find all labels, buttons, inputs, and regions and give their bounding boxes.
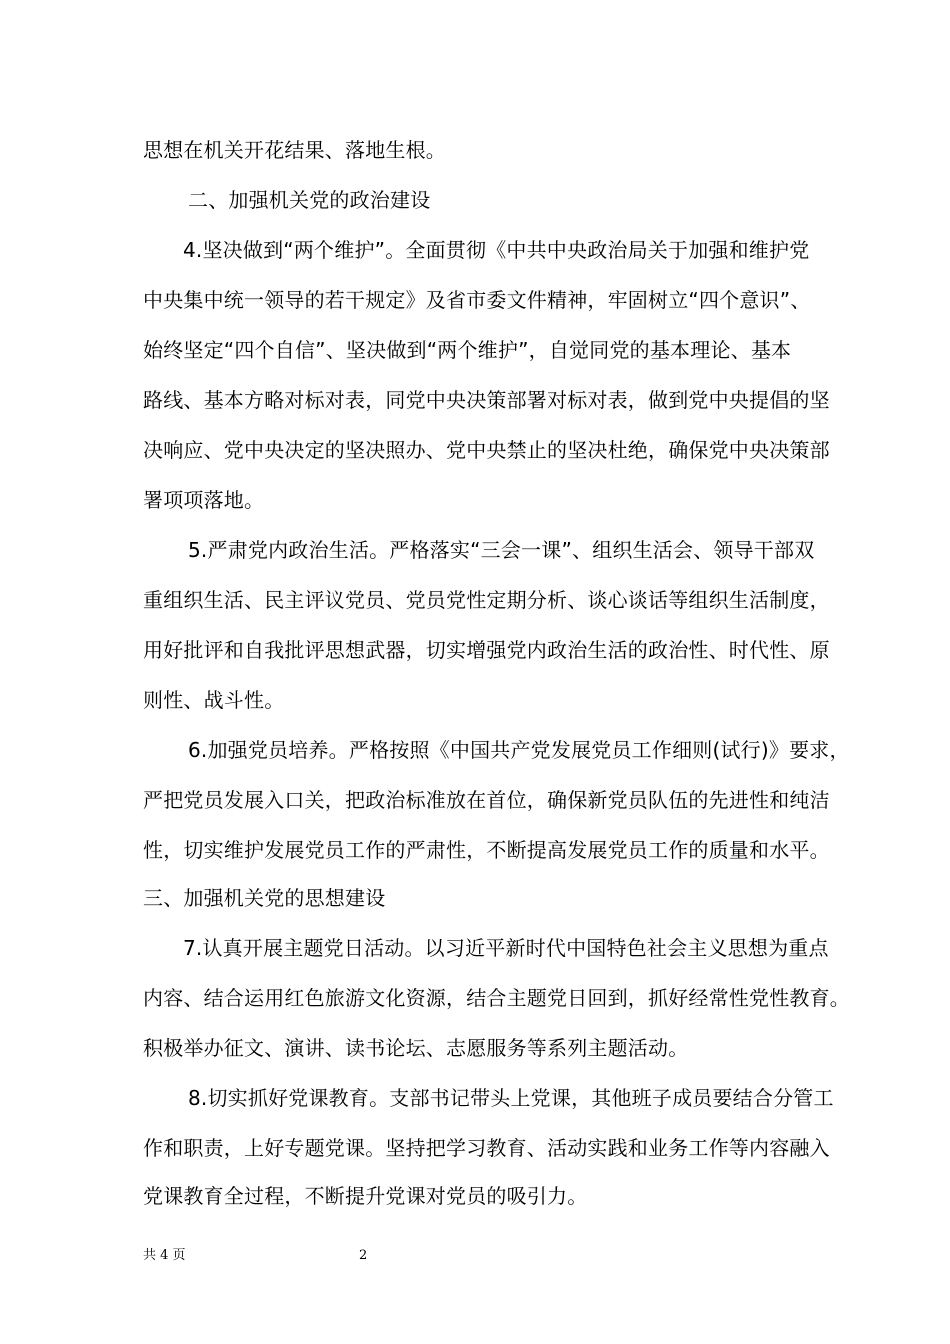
- section-heading: 三、加强机关党的思想建设: [143, 886, 386, 910]
- text-line: 中央集中统一领导的若干规定》及省市委文件精神，牢固树立“四个意识”、: [143, 288, 811, 312]
- text-line: 用好批评和自我批评思想武器，切实增强党内政治生活的政治性、时代性、原: [143, 638, 830, 662]
- text-line: 决响应、党中央决定的坚决照办、党中央禁止的坚决杜绝，确保党中央决策部: [143, 438, 830, 462]
- text-line: 积极举办征文、演讲、读书论坛、志愿服务等系列主题活动。: [143, 1036, 689, 1060]
- text-line: 则性、战斗性。: [143, 688, 285, 712]
- text-line: 署项项落地。: [143, 488, 265, 512]
- text-line: 始终坚定“四个自信”、坚决做到“两个维护”，自觉同党的基本理论、基本: [143, 338, 792, 362]
- text-line: 性，切实维护发展党员工作的严肃性，不断提高发展党员工作的质量和水平。: [143, 838, 830, 862]
- section-heading: 二、加强机关党的政治建设: [188, 188, 431, 212]
- footer-total-pages: 共 4 页: [143, 1248, 186, 1263]
- text-line: 5.严肃党内政治生活。严格落实“三会一课”、组织生活会、领导干部双: [188, 538, 815, 562]
- text-line: 内容、结合运用红色旅游文化资源，结合主题党日回到，抓好经常性党性教育。: [143, 986, 850, 1010]
- text-line: 8.切实抓好党课教育。支部书记带头上党课，其他班子成员要结合分管工: [188, 1086, 834, 1110]
- text-line: 路线、基本方略对标对表，同党中央决策部署对标对表，做到党中央提倡的坚: [143, 388, 830, 412]
- text-line: 严把党员发展入口关，把政治标准放在首位，确保新党员队伍的先进性和纯洁: [143, 788, 830, 812]
- text-line: 重组织生活、民主评议党员、党员党性定期分析、谈心谈话等组织生活制度，: [143, 588, 830, 612]
- text-line: 7.认真开展主题党日活动。以习近平新时代中国特色社会主义思想为重点: [183, 936, 829, 960]
- text-line: 作和职责，上好专题党课。坚持把学习教育、活动实践和业务工作等内容融入: [143, 1136, 830, 1160]
- text-line: 党课教育全过程，不断提升党课对党员的吸引力。: [143, 1184, 588, 1208]
- footer-page-number: 2: [359, 1248, 368, 1263]
- text-line: 6.加强党员培养。严格按照《中国共产党发展党员工作细则(试行)》要求，: [188, 738, 850, 762]
- text-line: 4.坚决做到“两个维护”。全面贯彻《中共中央政治局关于加强和维护党: [183, 238, 810, 262]
- text-line: 思想在机关开花结果、落地生根。: [143, 138, 446, 162]
